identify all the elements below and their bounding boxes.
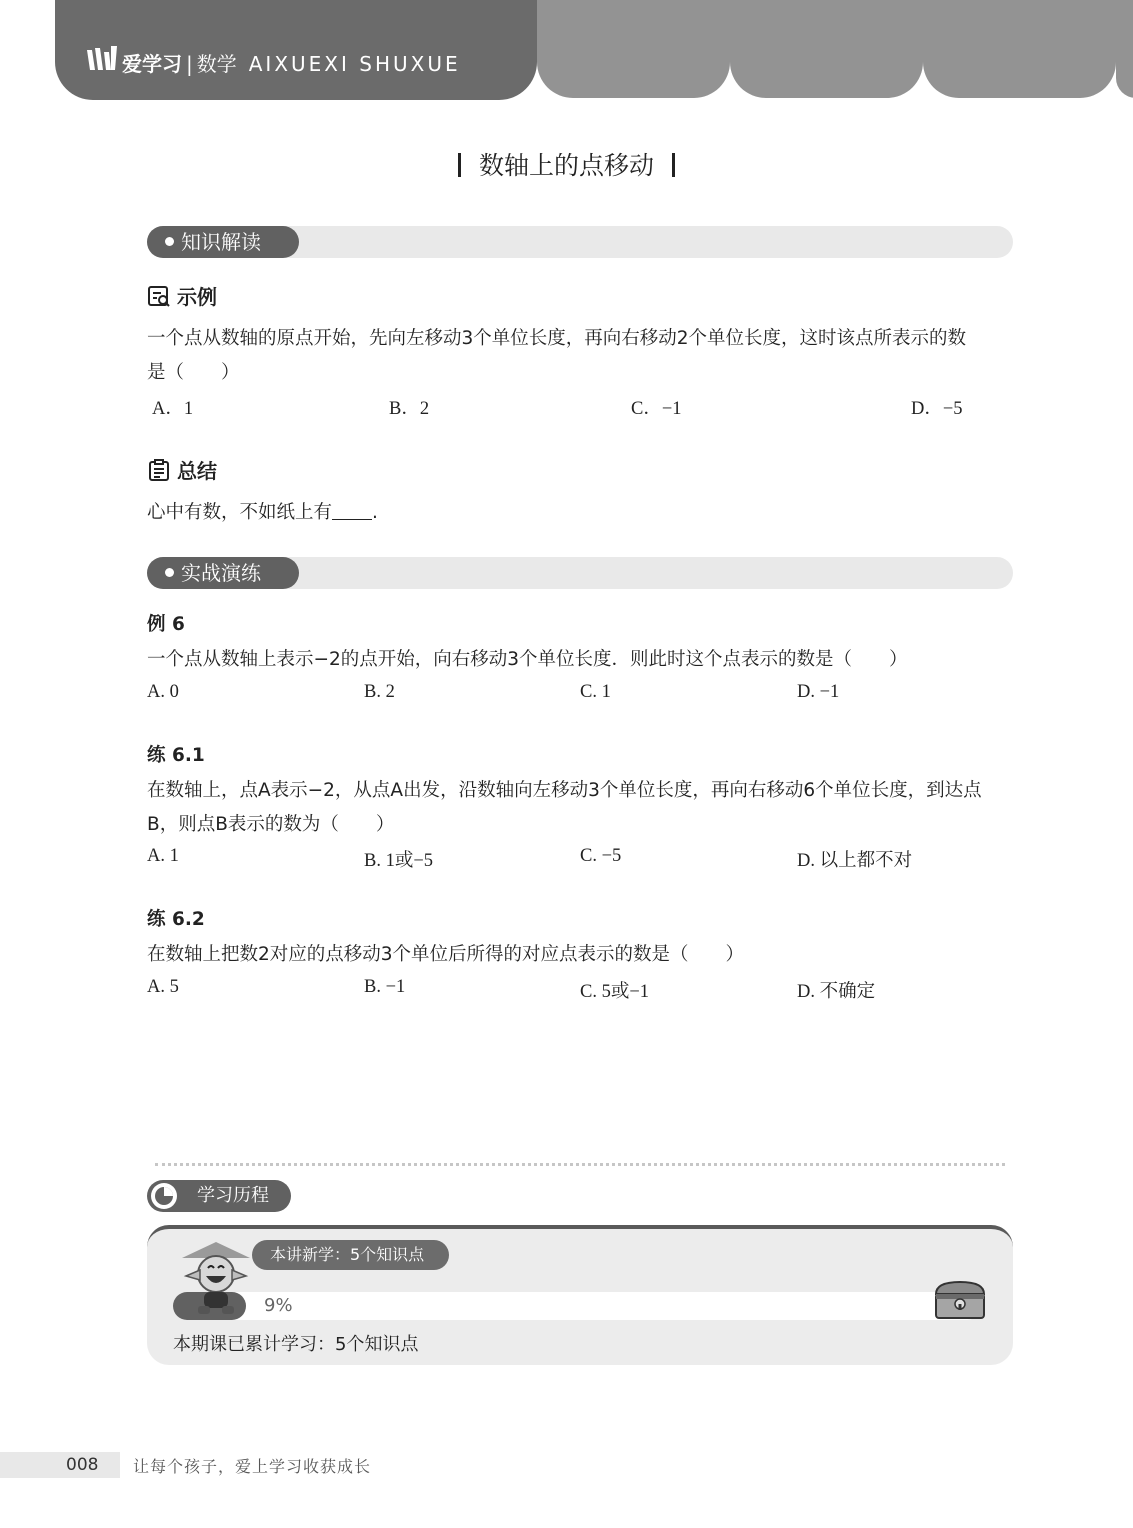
title-bar-left bbox=[458, 153, 461, 177]
question-option: B. 2 bbox=[364, 682, 395, 702]
example-question-line2: 是（ ） bbox=[147, 362, 240, 383]
example-option-c: C．−1 bbox=[631, 399, 682, 419]
question-option: A. 0 bbox=[147, 682, 179, 702]
header-tab bbox=[537, 0, 730, 98]
section-label-progress: 学习历程 bbox=[147, 1180, 291, 1212]
brand-name: 爱学习 bbox=[122, 52, 182, 76]
new-learning-badge: 本讲新学：5个知识点 bbox=[252, 1240, 449, 1270]
question-option: B. −1 bbox=[364, 977, 406, 997]
summary-text: 心中有数，不如纸上有 . bbox=[147, 502, 378, 523]
title-bar-right bbox=[672, 153, 675, 177]
cumulative-text: 本期课已累计学习：5个知识点 bbox=[173, 1334, 419, 1355]
footer-slogan: 让每个孩子，爱上学习收获成长 bbox=[133, 1457, 372, 1476]
example-question-line1: 一个点从数轴的原点开始，先向左移动3个单位长度，再向右移动2个单位长度，这时该点所表示的数 bbox=[147, 328, 967, 349]
question-option: A. 1 bbox=[147, 846, 179, 866]
question-option: C. 5或−1 bbox=[580, 982, 650, 1002]
question-option: B. 1或−5 bbox=[364, 851, 434, 871]
bullet-icon bbox=[165, 237, 174, 246]
summary-blank bbox=[332, 501, 372, 520]
header-tab bbox=[730, 0, 923, 98]
brand-latin: AIXUEXI SHUXUE bbox=[248, 52, 461, 76]
question-option: D. −1 bbox=[797, 682, 840, 702]
question-option: C. −5 bbox=[580, 846, 622, 866]
example-heading: 示例 bbox=[147, 281, 217, 310]
question-label: 练 6.2 bbox=[147, 909, 205, 930]
clipboard-icon bbox=[147, 458, 171, 482]
question-option: D. 以上都不对 bbox=[797, 851, 913, 871]
progress-percent: 9% bbox=[264, 1295, 293, 1316]
example-option-b: B．2 bbox=[389, 399, 430, 419]
bullet-icon bbox=[165, 568, 174, 577]
pie-chart-icon bbox=[151, 1183, 177, 1209]
question-label: 练 6.1 bbox=[147, 745, 205, 766]
brand-separator: | bbox=[186, 52, 193, 76]
mascot-icon bbox=[176, 1236, 256, 1320]
section-label-practice: 实战演练 bbox=[147, 557, 299, 589]
question-text: 一个点从数轴上表示−2的点开始，向右移动3个单位长度．则此时这个点表示的数是（ ） bbox=[147, 649, 908, 670]
brand-logo-icon bbox=[85, 44, 119, 74]
example-option-d: D．−5 bbox=[911, 399, 963, 419]
question-label: 例 6 bbox=[147, 614, 185, 635]
page-title bbox=[0, 146, 1133, 182]
treasure-chest-icon bbox=[932, 1278, 988, 1322]
brand-text bbox=[122, 48, 461, 77]
question-text: 在数轴上，点A表示−2，从点A出发，沿数轴向左移动3个单位长度，再向右移动6个单位长度，到达点 B，则点B表示的数为（ ） bbox=[147, 780, 982, 835]
example-option-a: A．1 bbox=[152, 399, 194, 419]
brand-subject: 数学 bbox=[196, 52, 237, 76]
question-option: C. 1 bbox=[580, 682, 611, 702]
question-text: 在数轴上把数2对应的点移动3个单位后所得的对应点表示的数是（ ） bbox=[147, 944, 745, 965]
section-label-knowledge: 知识解读 bbox=[147, 226, 299, 258]
example-search-icon bbox=[147, 284, 171, 308]
dotted-divider bbox=[155, 1163, 1005, 1166]
header-tab bbox=[923, 0, 1116, 98]
header-tab bbox=[1116, 0, 1133, 98]
footer-page-box bbox=[0, 1452, 120, 1478]
question-option: A. 5 bbox=[147, 977, 179, 997]
question-option: D. 不确定 bbox=[797, 982, 876, 1002]
summary-heading: 总结 bbox=[147, 455, 217, 484]
page-title-text: 数轴上的点移动 bbox=[478, 151, 654, 180]
progress-track bbox=[173, 1292, 981, 1320]
example-question bbox=[147, 322, 1017, 390]
page-number: 008 bbox=[66, 1455, 99, 1475]
